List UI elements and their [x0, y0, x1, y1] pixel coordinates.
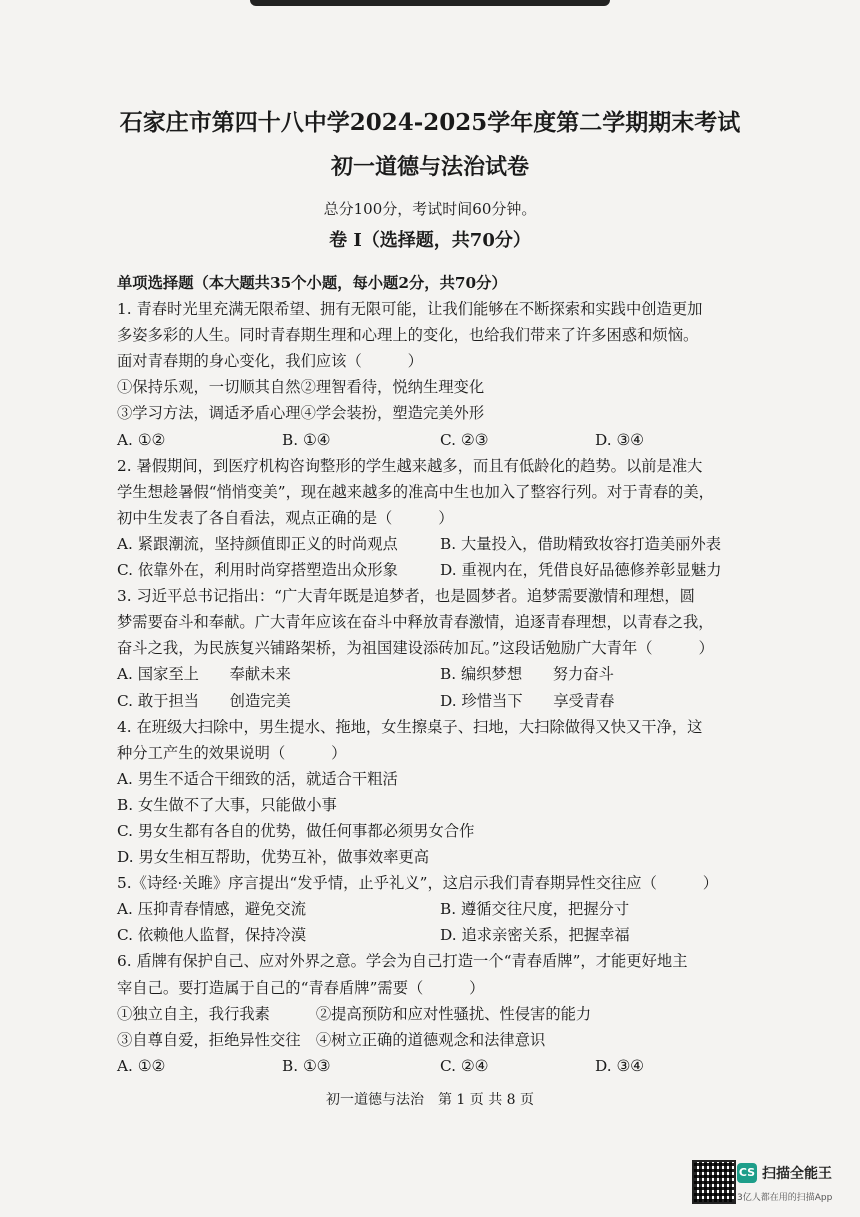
option-a: A. ①② [117, 430, 166, 449]
question-line: 奋斗之我，为民族复兴铺路架桥，为祖国建设添砖加瓦。”这段话勉励广大青年（ ） [117, 639, 714, 658]
question-line: 面对青春期的身心变化，我们应该（ ） [117, 352, 423, 371]
option-c: C. 敢于担当 创造完美 [117, 691, 291, 710]
option-row [117, 922, 747, 948]
question-line: 1. 青春时光里充满无限希望、拥有无限可能，让我们能够在不断探索和实践中创造更加 [117, 300, 703, 319]
option-d: D. ③④ [595, 1056, 644, 1075]
option-d: D. ③④ [595, 430, 644, 449]
scanner-tagline: 3亿人都在用的扫描App [737, 1193, 833, 1203]
option-row [117, 557, 747, 583]
question-line: ③学习方法，调适矛盾心理④学会装扮，塑造完美外形 [117, 404, 485, 423]
question-line: 种分工产生的效果说明（ ） [117, 743, 347, 762]
question-line: ①独立自主，我行我素 ②提高预防和应对性骚扰、性侵害的能力 [117, 1004, 592, 1023]
scanner-logo-icon: CS [737, 1163, 757, 1183]
option-b: B. ①④ [282, 430, 331, 449]
question-3 [117, 583, 747, 713]
question-line: 6. 盾牌有保护自己、应对外界之意。学会为自己打造一个“青春盾牌”，才能更好地主 [117, 952, 688, 971]
option-a: A. ①② [117, 1056, 166, 1075]
question-line: 梦需要奋斗和奉献。广大青年应该在奋斗中释放青春激情，追逐青春理想，以青春之我， [117, 613, 714, 632]
scanner-brand: 扫描全能王 [762, 1166, 832, 1182]
question-line: 学生想趁暑假“悄悄变美”，现在越来越多的准高中生也加入了整容行列。对于青春的美， [117, 482, 714, 501]
option-c: C. 男女生都有各自的优势，做任何事都必须男女合作 [117, 821, 475, 840]
option-a: A. 压抑青春情感，避免交流 [117, 900, 307, 919]
option-row [117, 531, 747, 557]
option-b: B. 女生做不了大事，只能做小事 [117, 795, 337, 814]
exam-title: 石家庄市第四十八中学2024-2025学年度第二学期期末考试 [119, 109, 741, 136]
exam-subtitle: 初一道德与法治试卷 [330, 154, 529, 180]
option-a: A. 国家至上 奉献未来 [117, 665, 291, 684]
question-4 [117, 714, 747, 871]
option-d: D. 男女生相互帮助，优势互补，做事效率更高 [117, 848, 430, 867]
exam-info: 总分100分，考试时间60分钟。 [323, 200, 537, 218]
question-line: 初中生发表了各自看法，观点正确的是（ ） [117, 508, 454, 527]
option-d: D. 珍惜当下 享受青春 [440, 691, 615, 710]
question-line: 5.《诗经·关雎》序言提出“发乎情，止乎礼义”，这启示我们青春期异性交往应（ ） [117, 874, 719, 893]
volume-heading: 卷 I（选择题，共70分） [329, 230, 531, 251]
section-heading: 单项选择题（本大题共35个小题，每小题2分，共70分） [117, 274, 507, 292]
question-2 [117, 453, 747, 583]
scan-edge-mark [250, 0, 610, 6]
question-line: ③自尊自爱，拒绝异性交往 ④树立正确的道德观念和法律意识 [117, 1030, 546, 1049]
question-5 [117, 870, 747, 948]
option-c: C. ②④ [440, 1056, 489, 1075]
qr-code-icon [692, 1160, 736, 1204]
question-line: 3. 习近平总书记指出：“广大青年既是追梦者，也是圆梦者。追梦需要激情和理想，圆 [117, 587, 695, 606]
option-row [117, 688, 747, 714]
question-line: 宰自己。要打造属于自己的“青春盾牌”需要（ ） [117, 978, 485, 997]
option-c: C. 依赖他人监督，保持冷漠 [117, 926, 307, 945]
option-row [117, 661, 747, 687]
question-6 [117, 948, 747, 1078]
option-c: C. ②③ [440, 430, 489, 449]
option-a: A. 男生不适合干细致的活，就适合干粗活 [117, 769, 398, 788]
option-b: B. 遵循交往尺度，把握分寸 [440, 900, 630, 919]
option-b: B. 编织梦想 努力奋斗 [440, 665, 614, 684]
page-footer: 初一道德与法治 第 1 页 共 8 页 [325, 1092, 535, 1108]
option-row [117, 1053, 747, 1079]
question-body [117, 270, 747, 1079]
question-line: 多姿多彩的人生。同时青春期生理和心理上的变化，也给我们带来了许多困惑和烦恼。 [117, 326, 699, 345]
question-line: ①保持乐观，一切顺其自然②理智看待，悦纳生理变化 [117, 378, 485, 397]
option-row [117, 427, 747, 453]
question-line: 4. 在班级大扫除中，男生提水、拖地，女生擦桌子、扫地，大扫除做得又快又干净，这 [117, 717, 703, 736]
option-d: D. 重视内在，凭借良好品德修养彰显魅力 [440, 561, 722, 580]
question-1 [117, 296, 747, 453]
option-a: A. 紧跟潮流，坚持颜值即正义的时尚观点 [117, 534, 398, 553]
option-c: C. 依靠外在，利用时尚穿搭塑造出众形象 [117, 561, 398, 580]
option-row [117, 896, 747, 922]
option-b: B. ①③ [282, 1056, 331, 1075]
question-line: 2. 暑假期间，到医疗机构咨询整形的学生越来越多，而且有低龄化的趋势。以前是准大 [117, 456, 703, 475]
option-d: D. 追求亲密关系，把握幸福 [440, 926, 630, 945]
option-b: B. 大量投入，借助精致妆容打造美丽外表 [440, 534, 722, 553]
